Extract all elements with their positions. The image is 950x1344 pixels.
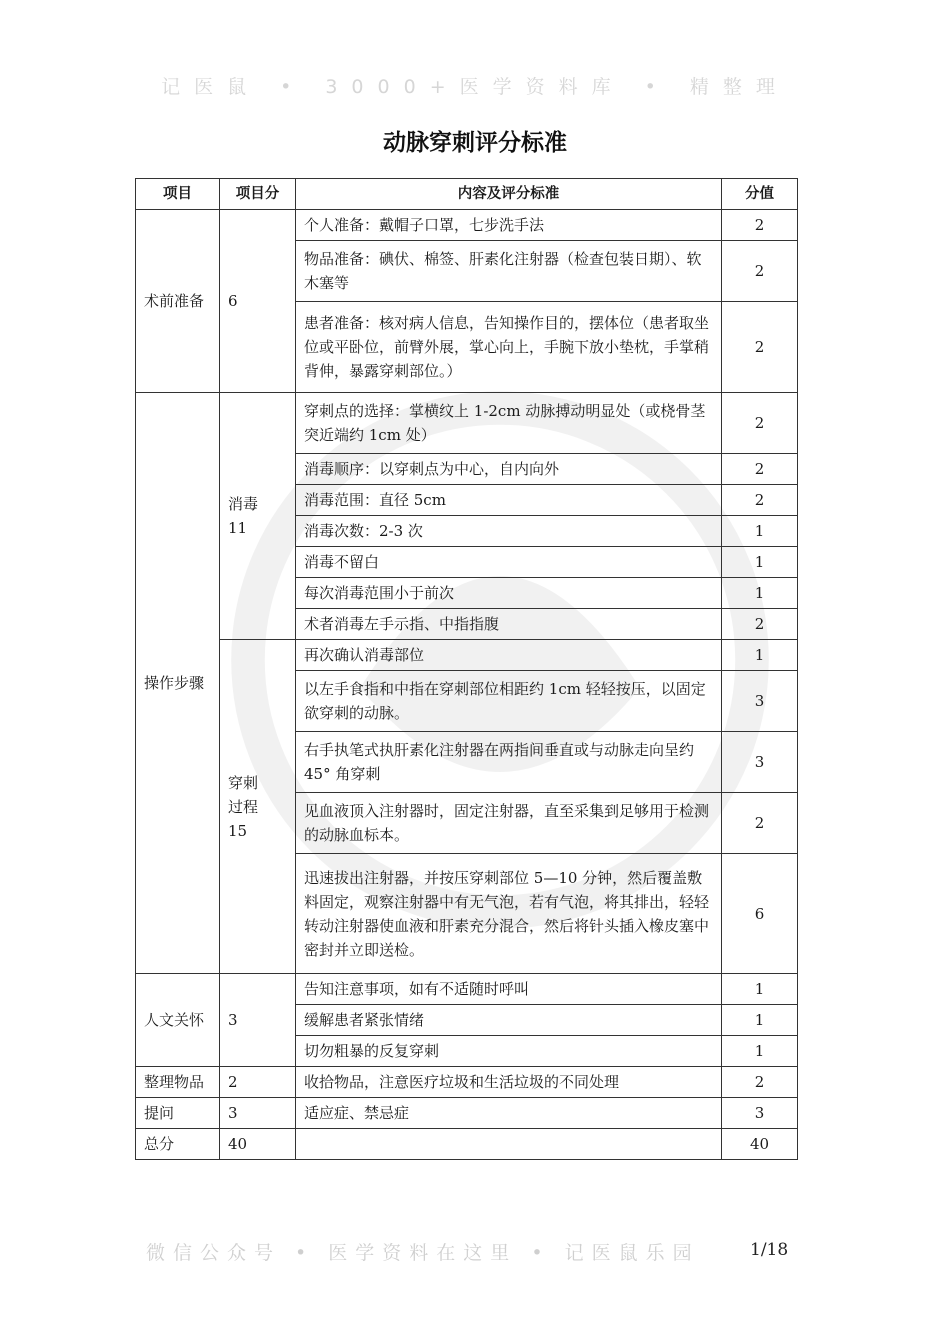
criteria-score: 3: [722, 1098, 798, 1129]
table-row: [136, 210, 798, 241]
header-item-score: 项目分: [220, 179, 296, 210]
criteria-text: 右手执笔式执肝素化注射器在两指间垂直或与动脉走向呈约 45° 角穿刺: [296, 732, 722, 793]
table-header-row: [136, 179, 798, 210]
subcategory-puncture: [220, 640, 296, 974]
criteria-text: 术者消毒左手示指、中指指腹: [296, 609, 722, 640]
table-row: [136, 393, 798, 454]
criteria-score: 2: [722, 454, 798, 485]
criteria-score: 2: [722, 793, 798, 854]
criteria-text: 消毒不留白: [296, 547, 722, 578]
criteria-text: 物品准备：碘伏、棉签、肝素化注射器（检查包装日期）、软木塞等: [296, 241, 722, 302]
criteria-text: 以左手食指和中指在穿刺部位相距约 1cm 轻轻按压，以固定欲穿刺的动脉。: [296, 671, 722, 732]
subcategory-label: 穿刺: [228, 773, 259, 792]
subcategory-label: 消毒: [228, 495, 259, 513]
criteria-text: 缓解患者紧张情绪: [296, 1005, 722, 1036]
category-score-preop: 6: [220, 210, 296, 393]
criteria-text: 切勿粗暴的反复穿刺: [296, 1036, 722, 1067]
criteria-score: 2: [722, 241, 798, 302]
criteria-score: 1: [722, 516, 798, 547]
criteria-text: 适应症、禁忌症: [296, 1098, 722, 1129]
footer-watermark: 微信公众号 • 医学资料在这里 • 记医鼠乐园: [146, 1242, 700, 1264]
subcategory-score: 11: [228, 519, 248, 537]
category-tidy: 整理物品: [136, 1067, 220, 1098]
criteria-score: 2: [722, 210, 798, 241]
criteria-score: 6: [722, 854, 798, 974]
criteria-text-empty: [296, 1129, 722, 1160]
criteria-text: 消毒顺序：以穿刺点为中心，自内向外: [296, 454, 722, 485]
criteria-text: 消毒次数：2-3 次: [296, 516, 722, 547]
criteria-text: 收拾物品，注意医疗垃圾和生活垃圾的不同处理: [296, 1067, 722, 1098]
category-score-question: 3: [220, 1098, 296, 1129]
table-row: [136, 1098, 798, 1129]
criteria-text: 患者准备：核对病人信息，告知操作目的，摆体位（患者取坐位或平卧位，前臂外展，掌心向上，手腕下放小垫枕，手掌稍背伸，暴露穿刺部位。）: [296, 302, 722, 393]
criteria-score: 1: [722, 1036, 798, 1067]
criteria-text: 告知注意事项，如有不适随时呼叫: [296, 974, 722, 1005]
header-points: 分值: [722, 179, 798, 210]
category-preop: 术前准备: [136, 210, 220, 393]
subcategory-disinfect: [220, 393, 296, 640]
header-content: 内容及评分标准: [296, 179, 722, 210]
category-score-total: 40: [220, 1129, 296, 1160]
category-humanistic: 人文关怀: [136, 974, 220, 1067]
criteria-text: 消毒范围：直径 5cm: [296, 485, 722, 516]
criteria-score: 1: [722, 1005, 798, 1036]
table-row: [136, 640, 798, 671]
top-watermark: 记医鼠 • 3000+医学资料库 • 精整理: [161, 76, 789, 98]
subcategory-label: 过程: [228, 797, 259, 816]
criteria-score: 1: [722, 974, 798, 1005]
criteria-score: 1: [722, 578, 798, 609]
scoring-table: [135, 178, 798, 1160]
criteria-score: 2: [722, 1067, 798, 1098]
criteria-text: 再次确认消毒部位: [296, 640, 722, 671]
page-title: 动脉穿刺评分标准: [383, 130, 567, 156]
criteria-text: 每次消毒范围小于前次: [296, 578, 722, 609]
criteria-score: 3: [722, 732, 798, 793]
subcategory-score: 15: [228, 821, 248, 840]
criteria-score: 3: [722, 671, 798, 732]
criteria-text: 穿刺点的选择：掌横纹上 1-2cm 动脉搏动明显处（或桡骨茎突近端约 1cm 处）: [296, 393, 722, 454]
page-number: 1/18: [750, 1240, 789, 1260]
criteria-score: 1: [722, 640, 798, 671]
table-row: [136, 1067, 798, 1098]
criteria-text: 迅速拔出注射器，并按压穿刺部位 5—10 分钟，然后覆盖敷料固定，观察注射器中有无气泡，若有气泡，将其排出，轻轻转动注射器使血液和肝素充分混合，然后将针头插入橡皮塞中密封并立即送检。: [296, 854, 722, 974]
criteria-score: 2: [722, 485, 798, 516]
category-operation: 操作步骤: [136, 393, 220, 974]
table-row: [136, 974, 798, 1005]
criteria-text: 个人准备：戴帽子口罩，七步洗手法: [296, 210, 722, 241]
criteria-score: 2: [722, 302, 798, 393]
category-score-humanistic: 3: [220, 974, 296, 1067]
category-question: 提问: [136, 1098, 220, 1129]
criteria-score: 2: [722, 393, 798, 454]
header-item: 项目: [136, 179, 220, 210]
criteria-text: 见血液顶入注射器时，固定注射器，直至采集到足够用于检测的动脉血标本。: [296, 793, 722, 854]
category-score-tidy: 2: [220, 1067, 296, 1098]
table-row-total: [136, 1129, 798, 1160]
criteria-score: 2: [722, 609, 798, 640]
criteria-score: 1: [722, 547, 798, 578]
category-total: 总分: [136, 1129, 220, 1160]
total-score: 40: [722, 1129, 798, 1160]
